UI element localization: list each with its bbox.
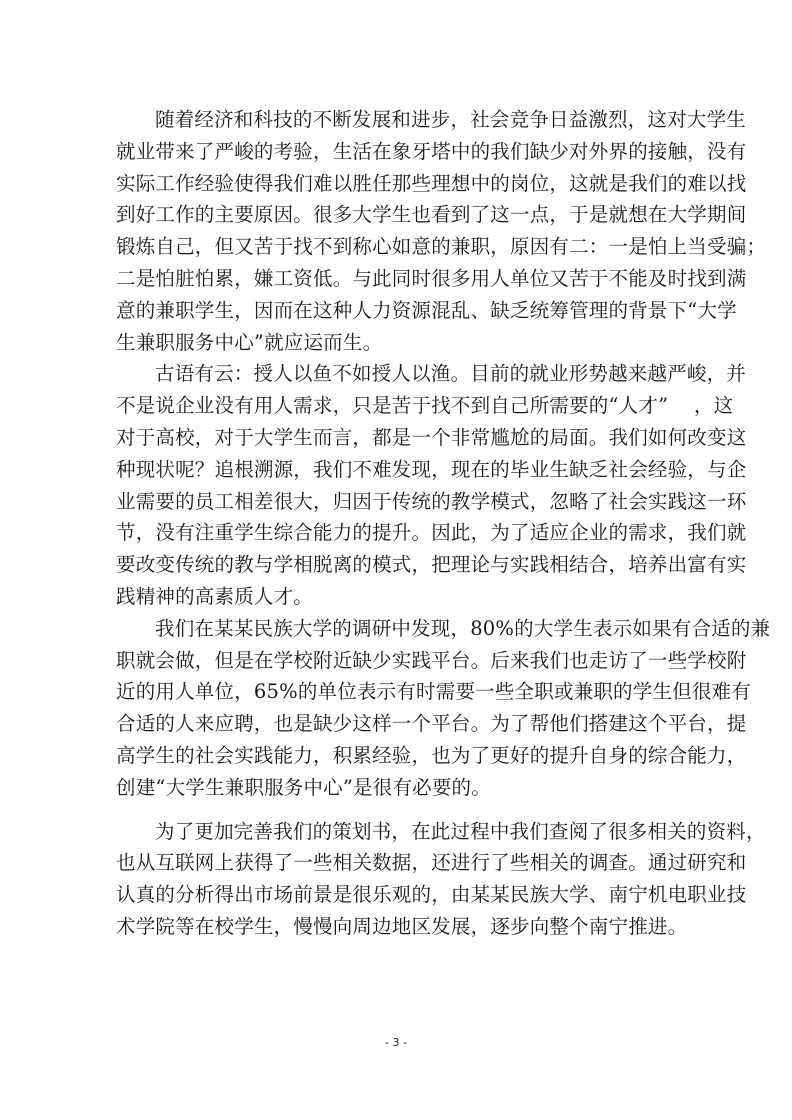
paragraph-background: [116, 104, 767, 358]
text-line: 近的用人单位，65%的单位表示有时需要一些全职或兼职的学生但很难有: [116, 680, 751, 704]
text-line: 践精神的高素质人才。: [116, 584, 314, 608]
paragraph-proverb: [116, 358, 747, 612]
text-line: 意的兼职学生，因而在这种人力资源混乱、缺乏统筹管理的背景下“大学: [116, 298, 737, 322]
text-line: 合适的人来应聘，也是缺少这样一个平台。为了帮他们搭建这个平台，提: [116, 712, 747, 736]
text-line: 不是说企业没有用人需求，只是苦于找不到自己所需要的“人才” ，这: [116, 394, 734, 418]
text-line: 创建“大学生兼职服务中心”是很有必要的。: [116, 775, 491, 799]
text-line: 对于高校，对于大学生而言，都是一个非常尴尬的局面。我们如何改变这: [116, 425, 747, 449]
text-line: 二是怕脏怕累，嫌工资低。与此同时很多用人单位又苦于不能及时找到满: [116, 266, 747, 290]
text-line: 就业带来了严峻的考验，生活在象牙塔中的我们缺少对外界的接触，没有: [116, 139, 747, 163]
text-line: 高学生的社会实践能力，积累经验，也为了更好的提升自身的综合能力，: [116, 743, 747, 767]
paragraph-research: [116, 816, 766, 943]
text-line: 要改变传统的教与学相脱离的模式，把理论与实践相结合，培养出富有实: [116, 553, 747, 577]
body-text: [116, 104, 771, 943]
text-line: 随着经济和科技的不断发展和进步，社会竞争日益激烈，这对大学生: [155, 108, 747, 131]
text-line: 业需要的员工相差很大，归因于传统的教学模式，忽略了社会实践这一环: [116, 489, 747, 513]
text-line: 认真的分析得出市场前景是很乐观的，由某某民族大学、南宁机电职业技: [116, 883, 747, 907]
text-line: 节，没有注重学生综合能力的提升。因此，为了适应企业的需求，我们就: [116, 521, 747, 545]
text-line: 为了更加完善我们的策划书，在此过程中我们查阅了很多相关的资料，: [155, 819, 766, 843]
text-line: 职就会做，但是在学校附近缺少实践平台。后来我们也走访了一些学校附: [116, 648, 747, 672]
text-line: 种现状呢？追根溯源，我们不难发现，现在的毕业生缺乏社会经验，与企: [116, 457, 747, 481]
page-number: - 3 -: [385, 1036, 407, 1049]
text-line: 我们在某某民族大学的调研中发现，80%的大学生表示如果有合适的兼: [155, 616, 771, 640]
text-line: 锻炼自己，但又苦于找不到称心如意的兼职，原因有二：一是怕上当受骗；: [116, 235, 767, 259]
text-line: 到好工作的主要原因。很多大学生也看到了这一点，于是就想在大学期间: [116, 203, 747, 227]
text-line: 术学院等在校学生，慢慢向周边地区发展，逐步向整个南宁推进。: [116, 914, 688, 938]
paragraph-survey: [116, 613, 771, 804]
text-line: 古语有云：授人以鱼不如授人以渔。目前的就业形势越来越严峻，并: [155, 362, 747, 386]
text-line: 也从互联网上获得了一些相关数据，还进行了些相关的调查。通过研究和: [116, 851, 747, 875]
text-line: 实际工作经验使得我们难以胜任那些理想中的岗位，这就是我们的难以找: [116, 171, 747, 195]
text-line: 生兼职服务中心”就应运而生。: [116, 330, 383, 354]
